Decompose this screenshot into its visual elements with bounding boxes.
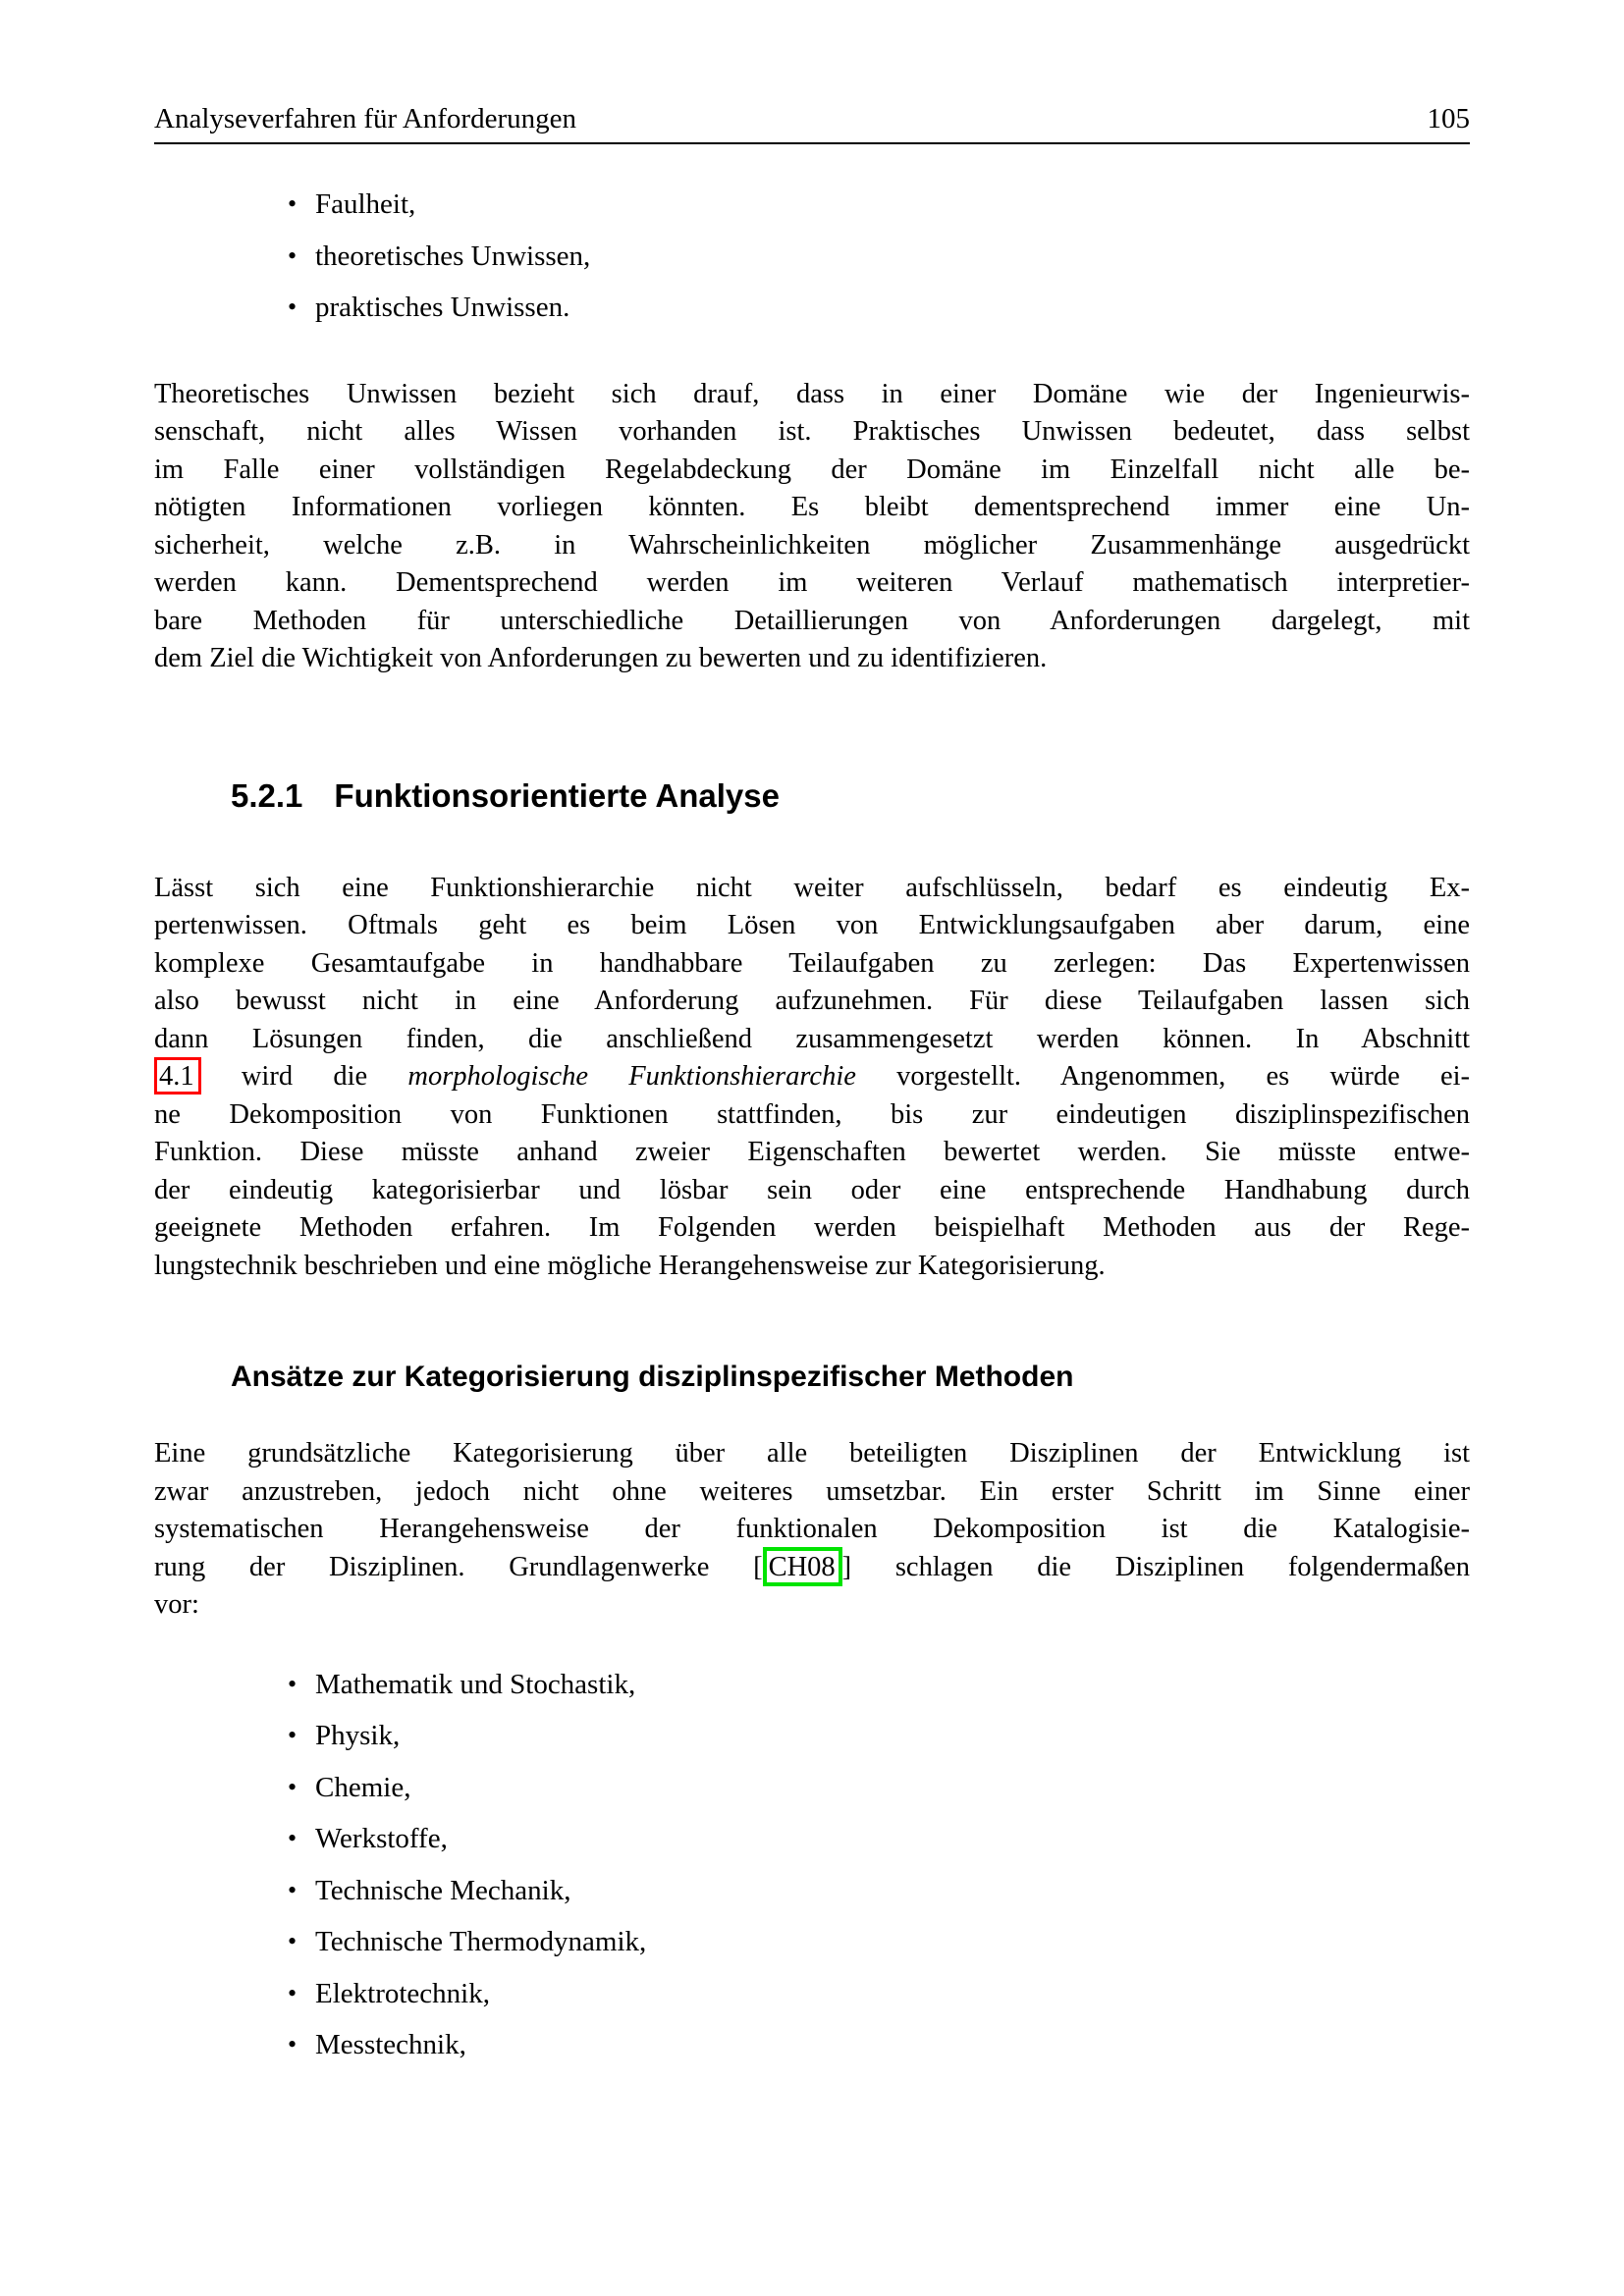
paragraph-line [154, 527, 1470, 565]
paragraph-line [154, 945, 1470, 984]
list-item [288, 1769, 1470, 1807]
paragraph-line [154, 603, 1470, 641]
citation-link[interactable]: CH08 [763, 1547, 842, 1586]
subsection-heading: Ansätze zur Kategorisierung disziplinspezifischer Methoden [231, 1361, 1074, 1393]
bullet-icon: • [288, 1721, 298, 1749]
text-segment: bare Methoden für unterschiedliche Detaillierungen von Anforderungen dargelegt, mit [154, 605, 1470, 636]
list-item-text: Technische Mechanik, [315, 1874, 571, 1906]
running-head-title: Analyseverfahren für Anforderungen [154, 103, 576, 134]
list-item-text: Faulheit, [315, 188, 416, 220]
paragraph-line [154, 640, 1470, 678]
text-segment: Theoretisches Unwissen bezieht sich drauf, dass in einer Domäne wie der Ingenieurwis- [154, 378, 1470, 409]
text-segment: dem Ziel die Wichtigkeit von Anforderungen zu bewerten und zu identifizieren. [154, 643, 1048, 673]
text-segment: Eine grundsätzliche Kategorisierung über alle beteiligten Disziplinen der Entwicklung ist [154, 1438, 1470, 1468]
bullet-list [288, 1666, 1470, 2064]
paragraph-line [154, 1248, 1470, 1286]
bullet-list [288, 186, 1470, 327]
section-number: 5.2.1 [231, 776, 303, 814]
paragraph-line [154, 564, 1470, 603]
italic-term: morphologische Funktionshierarchie [407, 1061, 856, 1092]
list-item-text: theoretisches Unwissen, [315, 240, 591, 272]
paragraph-line [154, 1172, 1470, 1210]
text-segment: systematischen Herangehensweise der funktionalen Dekomposition ist die Katalogisie- [154, 1514, 1470, 1544]
list-item-text: praktisches Unwissen. [315, 292, 570, 323]
paragraph-line [154, 489, 1470, 527]
list-item-text: Mathematik und Stochastik, [315, 1668, 636, 1700]
paragraph [154, 376, 1470, 678]
page-body [154, 186, 1470, 2064]
paragraph-line [154, 983, 1470, 1021]
page-number: 105 [1427, 103, 1470, 134]
section-reference-link[interactable]: 4.1 [154, 1057, 201, 1095]
text-segment: wird die [200, 1061, 408, 1092]
text-segment: vor: [154, 1589, 199, 1620]
bullet-icon: • [288, 1927, 298, 1955]
list-item-text: Technische Thermodynamik, [315, 1926, 647, 1957]
text-segment: senschaft, nicht alles Wissen vorhanden ist. Praktisches Unwissen bedeutet, dass selbst [154, 416, 1470, 447]
text-segment: der eindeutig kategorisierbar und lösbar sein oder eine entsprechende Handhabung durch [154, 1174, 1470, 1205]
text-segment: also bewusst nicht in eine Anforderung aufzunehmen. Für diese Teilaufgaben lassen sich [154, 986, 1470, 1016]
bullet-icon: • [288, 189, 298, 218]
list-item [288, 289, 1470, 327]
list-item [288, 186, 1470, 224]
text-segment: Lässt sich eine Funktionshierarchie nicht weiter aufschlüsseln, bedarf es eindeutig Ex- [154, 872, 1470, 903]
text-segment: dann Lösungen finden, die anschließend zusammengesetzt werden können. In Abschnitt [154, 1023, 1470, 1054]
list-item-text: Elektrotechnik, [315, 1977, 490, 2009]
paragraph-line [154, 907, 1470, 945]
paragraph-line [154, 1209, 1470, 1248]
bullet-icon: • [288, 1772, 298, 1801]
text-segment: zwar anzustreben, jedoch nicht ohne weiteres umsetzbar. Ein erster Schritt im Sinne einer [154, 1475, 1470, 1507]
text-segment: pertenwissen. Oftmals geht es beim Lösen von Entwicklungsaufgaben aber darum, eine [154, 910, 1470, 940]
text-segment: komplexe Gesamtaufgabe in handhabbare Teilaufgaben zu zerlegen: Das Expertenwissen [154, 947, 1470, 979]
list-item-text: Chemie, [315, 1771, 411, 1803]
bullet-icon: • [288, 1669, 298, 1698]
list-item [288, 1872, 1470, 1910]
bullet-icon: • [288, 2030, 298, 2058]
list-item [288, 1666, 1470, 1704]
paragraph-line [154, 1134, 1470, 1172]
bullet-icon: • [288, 1875, 298, 1904]
list-item [288, 1975, 1470, 2013]
paragraph [154, 1435, 1470, 1625]
bullet-icon: • [288, 293, 298, 321]
list-item [288, 1923, 1470, 1961]
list-item [288, 1717, 1470, 1755]
bullet-icon: • [288, 240, 298, 270]
paragraph-line [154, 1435, 1470, 1473]
paragraph-line [154, 1473, 1470, 1512]
bullet-icon: • [288, 1824, 298, 1852]
text-segment: werden kann. Dementsprechend werden im weiteren Verlauf mathematisch interpretier- [154, 567, 1470, 598]
paragraph-line [154, 1549, 1470, 1587]
list-item [288, 238, 1470, 276]
paragraph-line [154, 452, 1470, 490]
paragraph-line [154, 1586, 1470, 1625]
paragraph-line [154, 1096, 1470, 1135]
text-segment: sicherheit, welche z.B. in Wahrscheinlichkeiten möglicher Zusammenhänge ausgedrückt [154, 529, 1470, 561]
section-title: Funktionsorientierte Analyse [334, 776, 780, 814]
text-segment: lungstechnik beschrieben und eine mögliche Herangehensweise zur Kategorisierung. [154, 1250, 1106, 1281]
paragraph-line [154, 1058, 1470, 1096]
text-segment: ne Dekomposition von Funktionen stattfinden, bis zur eindeutigen disziplinspezifischen [154, 1098, 1470, 1130]
text-segment: nötigten Informationen vorliegen könnten. Es bleibt dementsprechend immer eine Un- [154, 492, 1470, 522]
text-segment: vorgestellt. Angenommen, es würde ei- [855, 1061, 1470, 1092]
paragraph-line [154, 870, 1470, 908]
text-segment: Funktion. Diese müsste anhand zweier Eigenschaften bewertet werden. Sie müsste entwe- [154, 1137, 1470, 1167]
paragraph [154, 870, 1470, 1286]
paragraph-line [154, 413, 1470, 452]
paragraph-line [154, 1511, 1470, 1549]
section-heading [231, 776, 1470, 816]
list-item [288, 1820, 1470, 1858]
paragraph-line [154, 376, 1470, 414]
paragraph-line [154, 1021, 1470, 1059]
list-item-text: Werkstoffe, [315, 1823, 448, 1854]
text-segment: ] schlagen die Disziplinen folgendermaßen [841, 1551, 1470, 1582]
text-segment: geeignete Methoden erfahren. Im Folgenden werden beispielhaft Methoden aus der Rege- [154, 1212, 1470, 1243]
running-header [154, 103, 1470, 144]
list-item-text: Messtechnik, [315, 2029, 466, 2060]
list-item-text: Physik, [315, 1720, 401, 1751]
list-item [288, 2026, 1470, 2064]
bullet-icon: • [288, 1978, 298, 2007]
text-segment: im Falle einer vollständigen Regelabdeckung der Domäne im Einzelfall nicht alle be- [154, 454, 1470, 485]
text-segment: rung der Disziplinen. Grundlagenwerke [ [154, 1551, 763, 1582]
